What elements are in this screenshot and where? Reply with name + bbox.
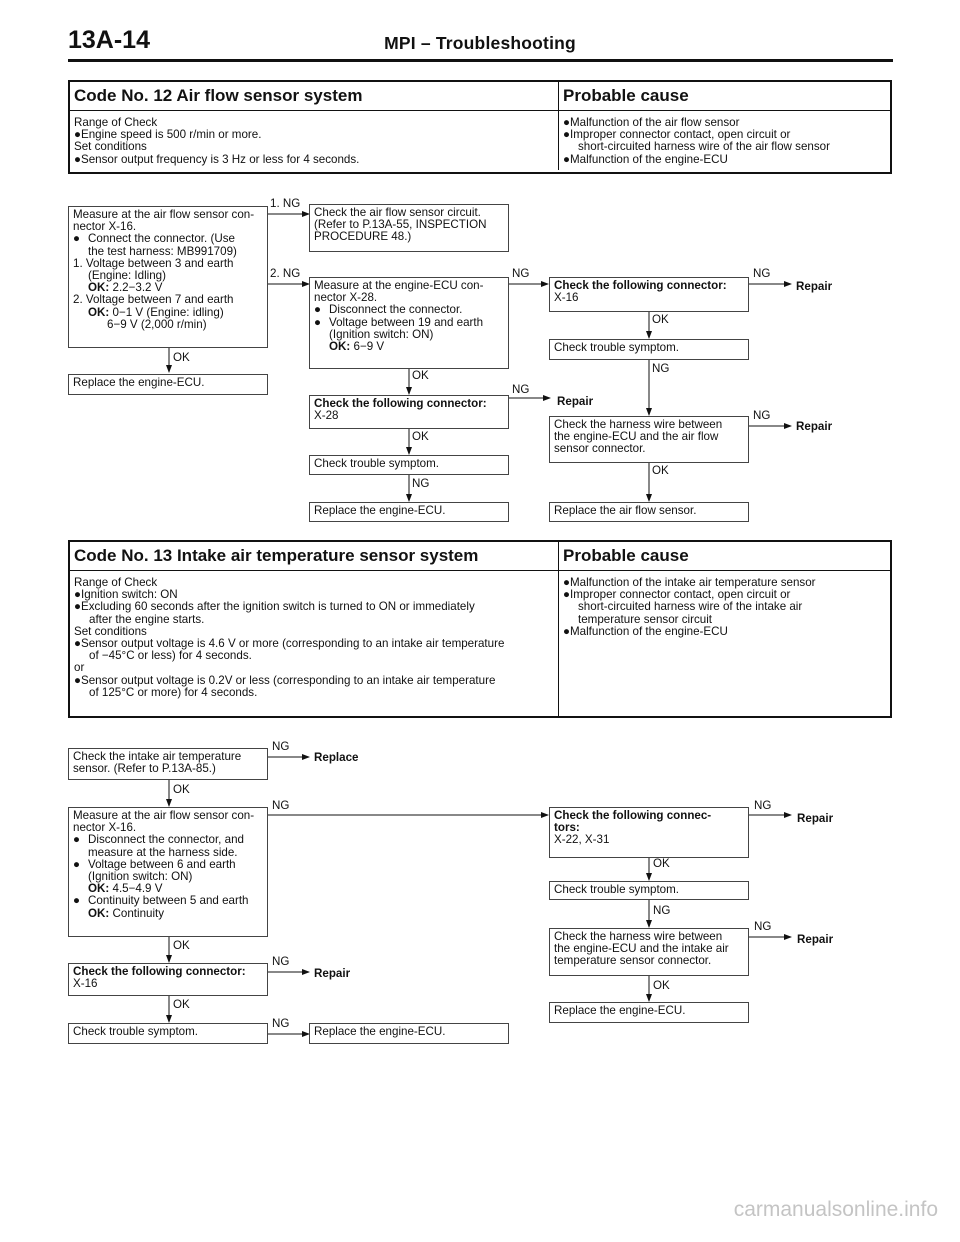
- label-ng: NG: [754, 920, 772, 933]
- code-13-cause-header: Probable cause: [563, 546, 689, 565]
- check-trouble-symptom-box-right: Check trouble symptom.: [549, 339, 749, 360]
- label-ng: NG: [512, 267, 530, 280]
- label-ok: OK: [173, 783, 190, 796]
- page-number: 13A-14: [68, 26, 150, 54]
- label-ok: OK: [412, 430, 429, 443]
- label-repair: Repair: [796, 280, 833, 293]
- watermark: carmanualsonline.info: [733, 1198, 938, 1221]
- check-connector-x16-box: Check the following connector: X-16: [549, 277, 749, 312]
- check-air-flow-circuit-box: Check the air flow sensor circuit. (Refer to P.13A-55, INSPECTION PROCEDURE 48.): [309, 204, 509, 252]
- label-1-ng: 1. NG: [270, 197, 301, 210]
- label-ng: NG: [272, 955, 290, 968]
- replace-ecu-box-13-left: Replace the engine-ECU.: [309, 1023, 509, 1044]
- replace-ecu-box-mid: Replace the engine-ECU.: [309, 502, 509, 522]
- code-12-cause-header: Probable cause: [563, 86, 689, 105]
- label-ok: OK: [173, 998, 190, 1011]
- measure-ecu-connector-box: Measure at the engine-ECU con- nector X-28. ● Disconnect the connector. ● Voltage between 19 and earth (Ignition switch: ON) OK: 6−9 V: [309, 277, 509, 369]
- label-ng: NG: [653, 904, 671, 917]
- check-harness-wire-box-13: Check the harness wire between the engine-ECU and the intake air temperature sensor connector.: [549, 928, 749, 976]
- label-ng: NG: [753, 409, 771, 422]
- label-ok: OK: [652, 313, 669, 326]
- code-13-conditions: Range of Check ●Ignition switch: ON ●Excluding 60 seconds after the ignition switch is turned to ON or immediately after the engine starts. Set conditions ●Sensor output voltage is 4.6 V or more (corresponding to an intake air temperature of −45°C or less) for 4 seconds. or ●Sensor output voltage is 0.2V or less (corresponding to an intake air temperature of 125°C or more) for 4 seconds.: [70, 571, 559, 718]
- label-ok: OK: [412, 369, 429, 382]
- check-connectors-x22-x31-box: Check the following connec- tors: X-22, X-31: [549, 807, 749, 858]
- label-repair: Repair: [797, 933, 834, 946]
- check-trouble-symptom-box-mid: Check trouble symptom.: [309, 455, 509, 475]
- label-ng: NG: [272, 740, 290, 753]
- label-ok: OK: [652, 464, 669, 477]
- replace-ecu-box-left: Replace the engine-ECU.: [68, 374, 268, 395]
- label-ok: OK: [173, 939, 190, 952]
- label-replace: Replace: [314, 751, 359, 764]
- label-repair: Repair: [796, 420, 833, 433]
- label-2-ng: 2. NG: [270, 267, 301, 280]
- label-ng: NG: [412, 477, 430, 490]
- replace-air-flow-sensor-box: Replace the air flow sensor.: [549, 502, 749, 522]
- check-intake-air-sensor-box: Check the intake air temperature sensor. (Refer to P.13A-85.): [68, 748, 268, 780]
- code-12-causes: ●Malfunction of the air flow sensor ●Improper connector contact, open circuit or short-circuited harness wire of the air flow sensor ●Malfunction of the engine-ECU: [563, 116, 830, 166]
- measure-air-flow-sensor-box: Measure at the air flow sensor con- nector X-16. ● Connect the connector. (Use the test harness: MB991709) 1. Voltage between 3 and earth (Engine: Idling) OK: 2.2−3.2 V 2. Voltage between 7 and earth OK: 0−1 V (Engine: idling) 6−9 V (2,000 r/min): [68, 206, 268, 348]
- label-ng: NG: [512, 383, 530, 396]
- label-repair: Repair: [557, 395, 594, 408]
- label-ng: NG: [753, 267, 771, 280]
- check-harness-wire-box: Check the harness wire between the engine-ECU and the air flow sensor connector.: [549, 416, 749, 463]
- code-12-conditions: Range of Check ●Engine speed is 500 r/min or more. Set conditions ●Sensor output frequency is 3 Hz or less for 4 seconds.: [70, 111, 559, 170]
- label-ng: NG: [652, 362, 670, 375]
- code-13-causes: ●Malfunction of the intake air temperature sensor ●Improper connector contact, open circuit or short-circuited harness wire of the intake air temperature sensor circuit ●Malfunction of the engine-ECU: [563, 576, 816, 638]
- measure-air-flow-sensor-box-13: Measure at the air flow sensor con- nector X-16. ● Disconnect the connector, and measure at the harness side. ● Voltage between 6 and earth (Ignition switch: ON) OK: 4.5−4.9 V ● Continuity between 5 and earth OK: Continuity: [68, 807, 268, 937]
- label-repair: Repair: [797, 812, 834, 825]
- label-ng: NG: [272, 1017, 290, 1030]
- label-ok: OK: [653, 857, 670, 870]
- label-ng: NG: [754, 799, 772, 812]
- check-trouble-symptom-box-13-right: Check trouble symptom.: [549, 881, 749, 900]
- label-ng: NG: [272, 799, 290, 812]
- check-connector-x28-box: Check the following connector: X-28: [309, 395, 509, 429]
- code-13-title: Code No. 13 Intake air temperature sensor system: [70, 542, 559, 570]
- check-trouble-symptom-box-13-left: Check trouble symptom.: [68, 1023, 268, 1044]
- page-title: MPI – Troubleshooting: [384, 33, 576, 53]
- label-ok: OK: [173, 351, 190, 364]
- label-repair: Repair: [314, 967, 351, 980]
- check-connector-x16-box-13: Check the following connector: X-16: [68, 963, 268, 996]
- code-12-title: Code No. 12 Air flow sensor system: [70, 82, 559, 110]
- replace-ecu-box-13-right: Replace the engine-ECU.: [549, 1002, 749, 1023]
- label-ok: OK: [653, 979, 670, 992]
